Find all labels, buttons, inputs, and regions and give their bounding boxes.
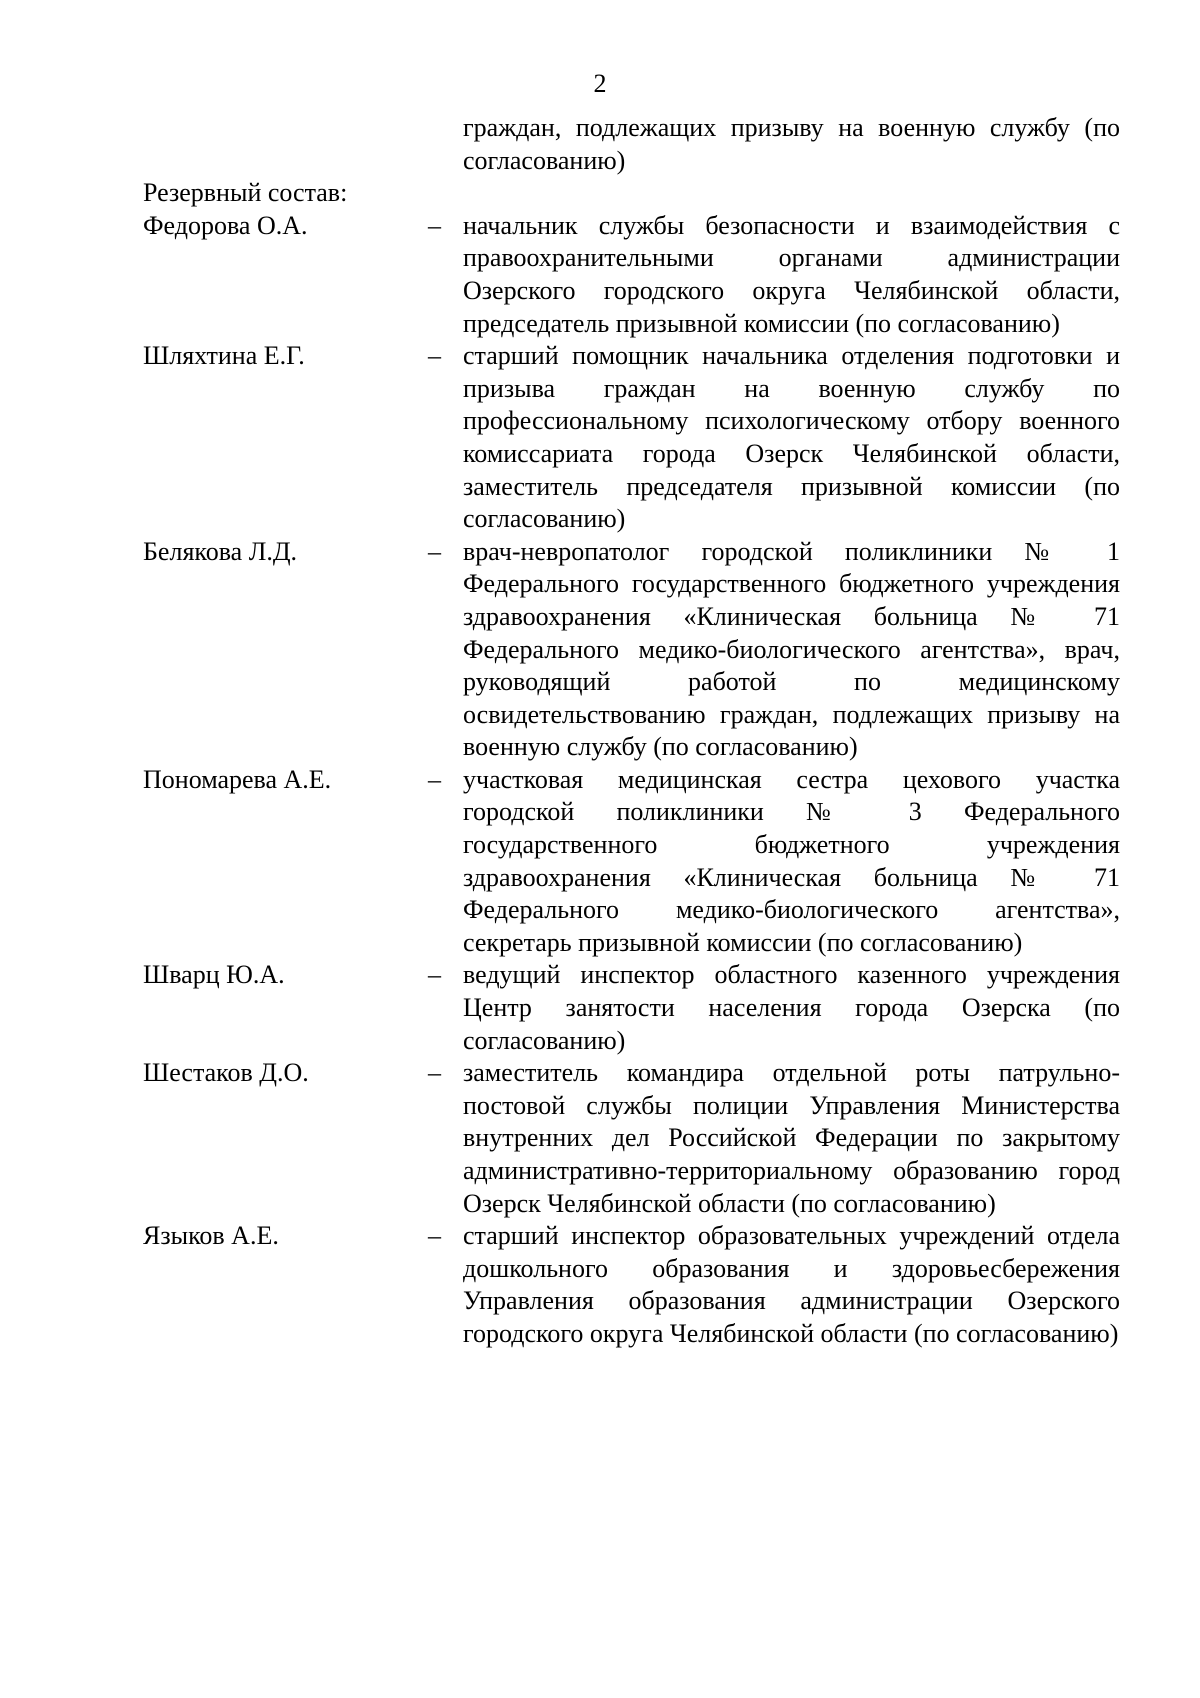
member-description: врач-невропатолог городской поликлиники № 1 Федерального государственного бюджетного учреждения здравоохранения «Клиническая больница № 71 Федерального медико-биологического агентства», врач, руководящий работой по медицинскому освидетельствованию граждан, подлежащих призыву на военную службу (по согласованию) [463, 536, 1120, 762]
member-name: Шестаков Д.О. [143, 1058, 309, 1088]
member-name: Пономарева А.Е. [143, 764, 332, 794]
section-heading: Резервный состав: [143, 178, 348, 208]
member-name: Федорова О.А. [143, 210, 308, 240]
member-row [143, 764, 1120, 960]
member-description: старший помощник начальника отделения подготовки и призыва граждан на военную службу по профессиональному психологическому отбору военного комиссариата города Озерск Челябинской области, заместитель председателя призывной комиссии (по согласованию) [463, 341, 1120, 534]
dash-separator: – [428, 1221, 441, 1251]
member-name: Шварц Ю.А. [143, 960, 285, 990]
dash-separator: – [428, 960, 441, 990]
member-name: Языков А.Е. [143, 1221, 279, 1251]
member-row [143, 340, 1120, 536]
member-description: участковая медицинская сестра цехового участка городской поликлиники № 3 Федерального государственного бюджетного учреждения здравоохранения «Клиническая больница № 71 Федерального медико-биологического агентства», секретарь призывной комиссии (по согласованию) [463, 764, 1120, 957]
dash-separator: – [428, 210, 441, 240]
document-body [143, 112, 1120, 1351]
member-name: Белякова Л.Д. [143, 536, 298, 566]
member-description: заместитель командира отдельной роты патрульно-постовой службы полиции Управления Министерства внутренних дел Российской Федерации по закрытому административно-территориальному образованию город Озерск Челябинской области (по согласованию) [463, 1058, 1120, 1218]
member-description: ведущий инспектор областного казенного учреждения Центр занятости населения города Озерска (по согласованию) [463, 960, 1120, 1055]
member-description: начальник службы безопасности и взаимодействия с правоохранительными органами администрации Озерского городского округа Челябинской области, председатель призывной комиссии (по согласованию) [463, 210, 1120, 338]
member-row [143, 1057, 1120, 1220]
member-description: старший инспектор образовательных учреждений отдела дошкольного образования и здоровьесбережения Управления образования администрации Озерского городского округа Челябинской области (по согласованию) [463, 1221, 1120, 1348]
dash-separator: – [428, 341, 441, 371]
continuation-text: граждан, подлежащих призыву на военную службу (по согласованию) [463, 113, 1120, 175]
dash-separator: – [428, 764, 441, 794]
member-row [143, 1220, 1120, 1350]
dash-separator: – [428, 536, 441, 566]
dash-separator: – [428, 1058, 441, 1088]
member-name: Шляхтина Е.Г. [143, 341, 305, 371]
member-row [143, 536, 1120, 764]
member-row [143, 210, 1120, 340]
page-number: 2 [593, 69, 607, 98]
member-row [143, 959, 1120, 1057]
